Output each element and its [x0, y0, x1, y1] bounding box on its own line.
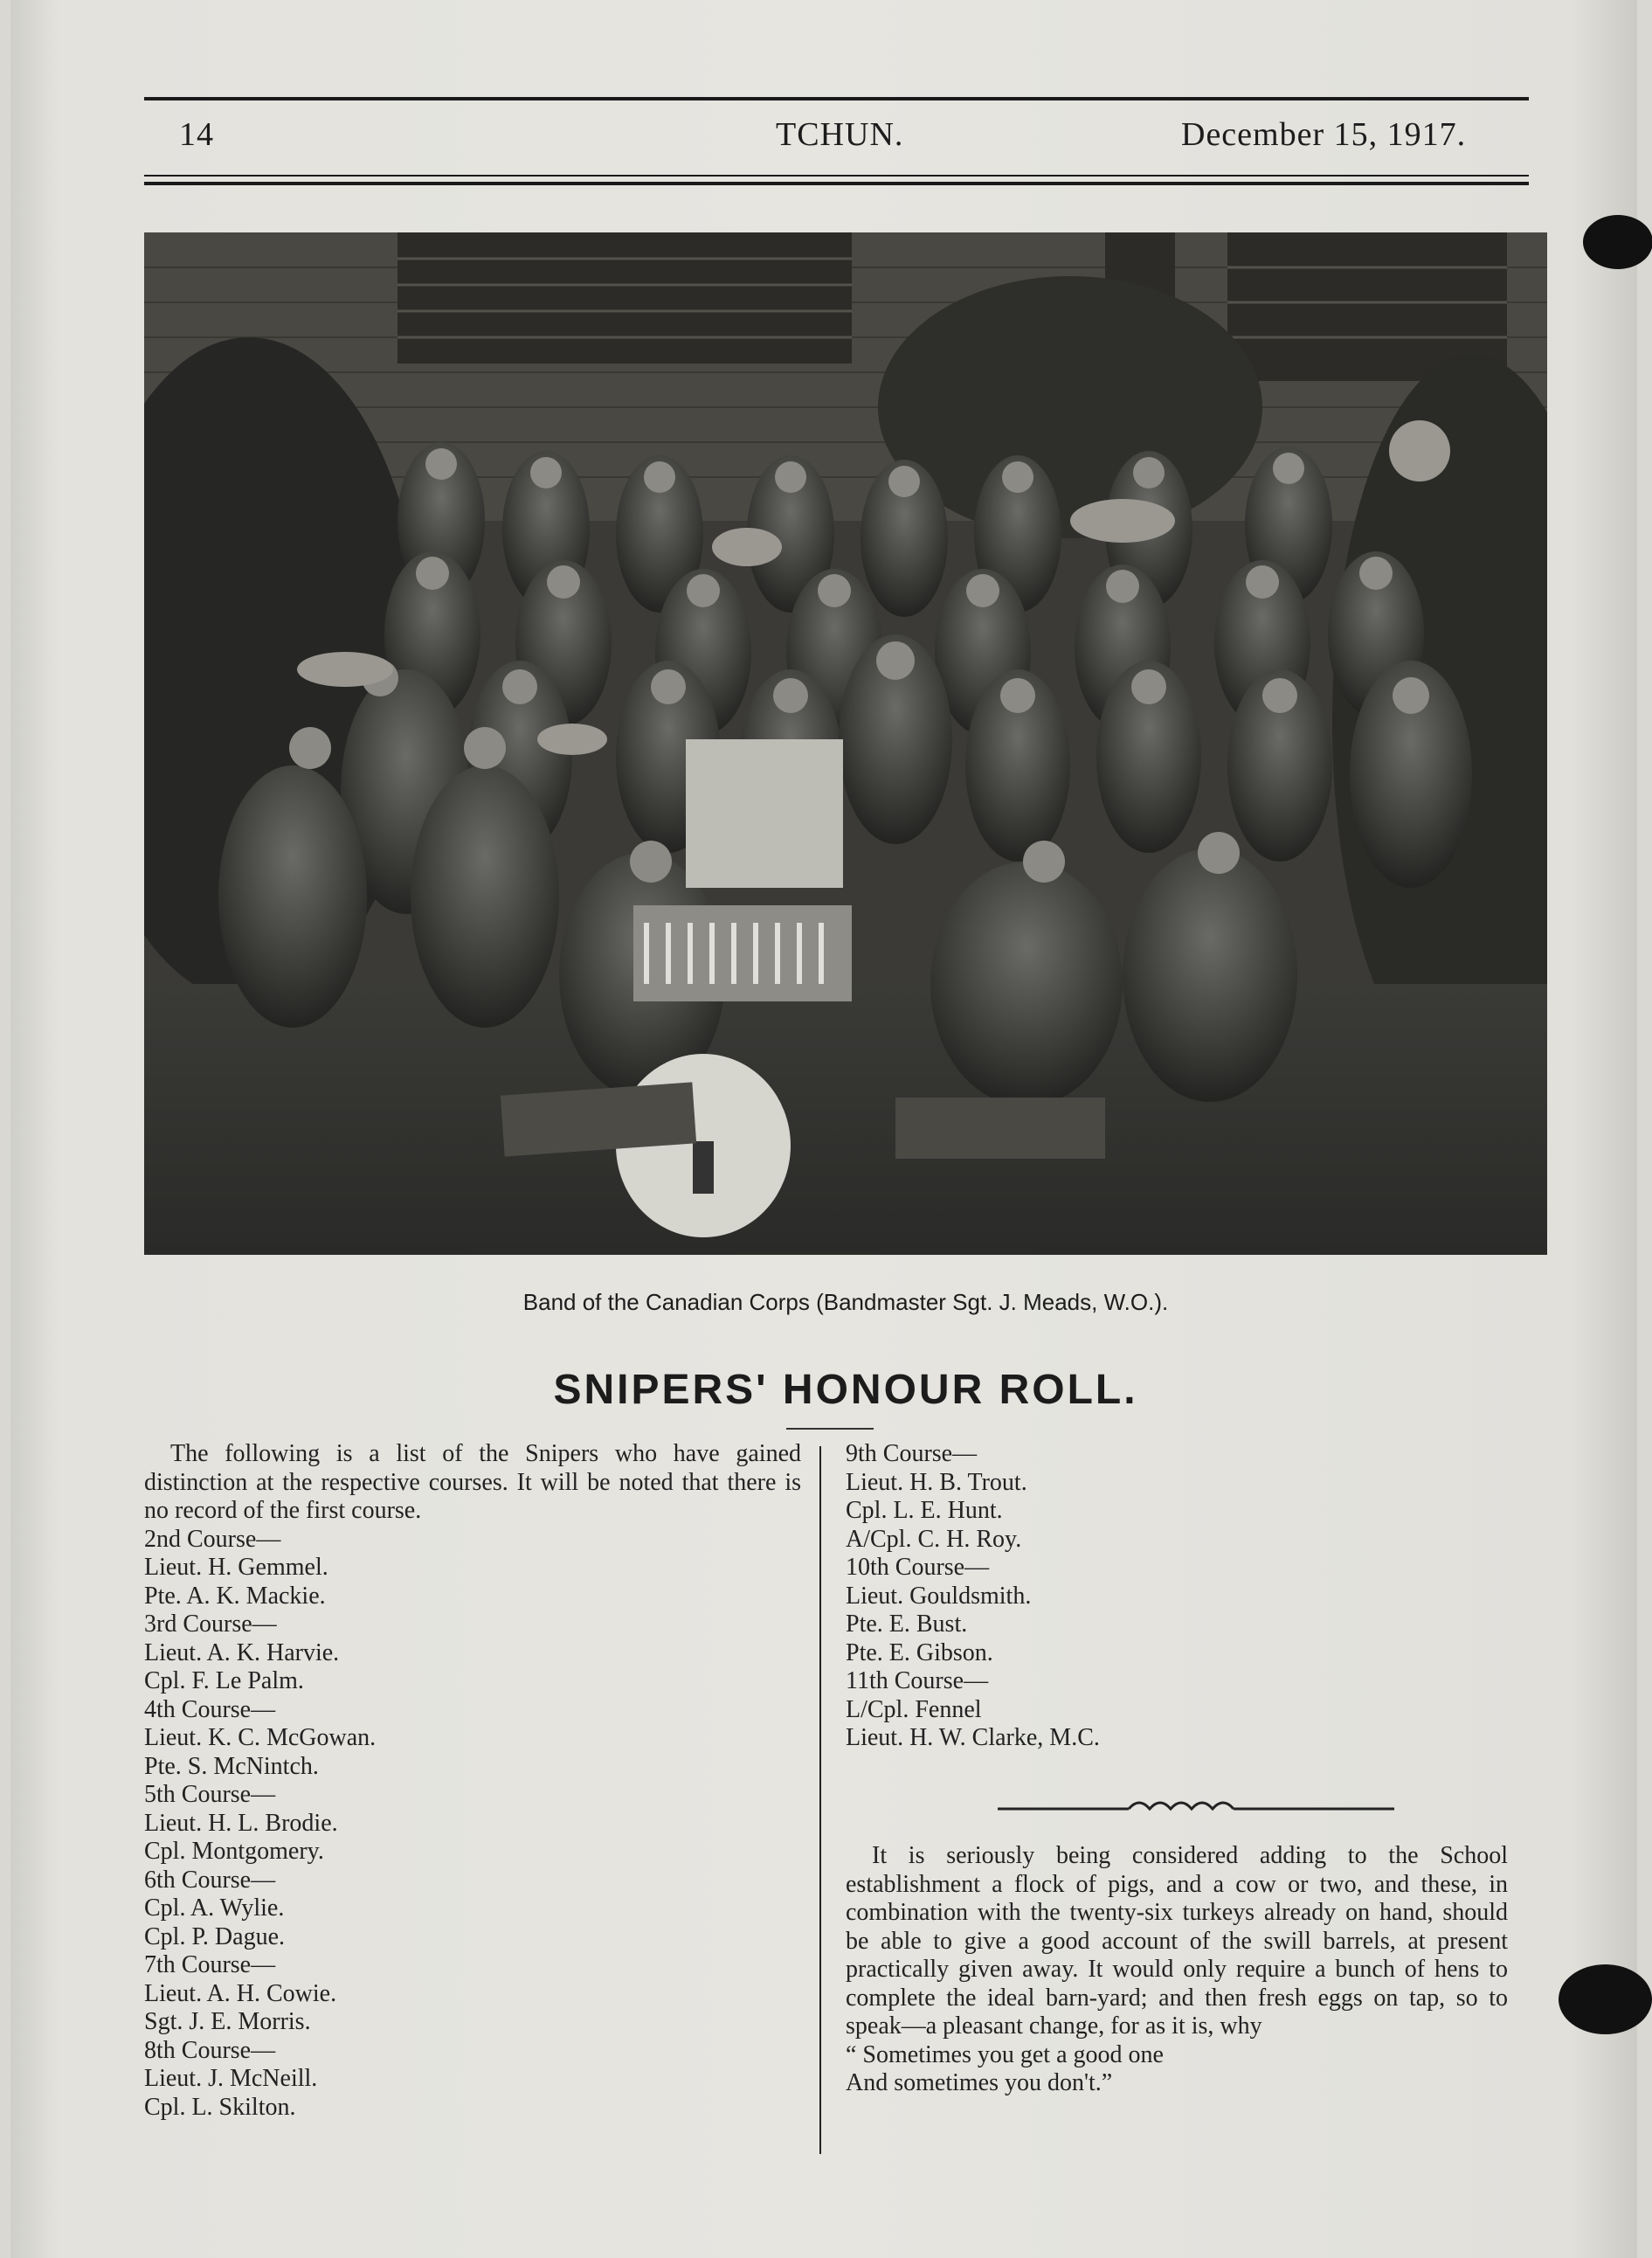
- sniper-name: Lieut. A. H. Cowie.: [144, 1979, 337, 2007]
- band-photo-illustration: [144, 232, 1547, 1255]
- sniper-name: Cpl. A. Wylie.: [144, 1894, 285, 1922]
- photo-caption: Band of the Canadian Corps (Bandmaster Sgt. J. Meads, W.O.).: [522, 1289, 1169, 1315]
- sniper-name: Cpl. L. E. Hunt.: [846, 1497, 1003, 1524]
- column-divider: [819, 1446, 821, 2154]
- sniper-name: Pte. E. Bust.: [846, 1610, 968, 1638]
- publication-title: TCHUN.: [776, 116, 904, 153]
- verse-line: “ Sometimes you get a good one: [846, 2040, 1164, 2068]
- sniper-name: Pte. E. Gibson.: [846, 1638, 993, 1666]
- sniper-name: Sgt. J. E. Morris.: [144, 2008, 311, 2035]
- course-heading: 3rd Course—: [144, 1610, 277, 1638]
- band-photograph: [144, 232, 1547, 1255]
- verse-line: And sometimes you don't.”: [846, 2069, 1113, 2096]
- course-heading: 4th Course—: [144, 1695, 276, 1723]
- note-paragraph: It is seriously being considered adding to the School establishment a flock of pigs, and a cow or two, and these, in combination with the twenty-six turkeys already on hand, should be able to give a good account of the swill barrels, at present practically given away. It would only require a bunch of hens to complete the ideal barn-yard; and then fresh eggs on tap, so to speak—a pleasant change, for as it is, why: [846, 1842, 1508, 2040]
- course-heading: 10th Course—: [846, 1554, 990, 1581]
- course-heading: 11th Course—: [846, 1667, 989, 1694]
- course-heading: 7th Course—: [144, 1951, 276, 1978]
- ornamental-separator: [998, 1791, 1394, 1818]
- sniper-name: Cpl. L. Skilton.: [144, 2093, 296, 2121]
- sniper-name: Cpl. P. Dague.: [144, 1922, 285, 1950]
- sniper-name: Lieut. Gouldsmith.: [846, 1582, 1032, 1610]
- title-underline: [786, 1428, 874, 1430]
- intro-paragraph: The following is a list of the Snipers who have gained distinction at the respective courses. It will be noted that there is no record of the first course.: [144, 1440, 801, 1524]
- note-block: [846, 1842, 1508, 2098]
- sniper-name: Pte. A. K. Mackie.: [144, 1582, 326, 1610]
- course-heading: 6th Course—: [144, 1866, 276, 1894]
- course-heading: 8th Course—: [144, 2036, 276, 2064]
- issue-date: December 15, 1917.: [1181, 116, 1467, 153]
- sniper-name: Lieut. A. K. Harvie.: [144, 1638, 340, 1666]
- binding-hole-bottom: [1559, 1964, 1652, 2034]
- sniper-name: Pte. S. McNintch.: [144, 1752, 319, 1780]
- left-column: [144, 1440, 801, 2122]
- sniper-name: Lieut. H. B. Trout.: [846, 1468, 1027, 1496]
- header-rule-top: [144, 97, 1529, 100]
- sniper-name: A/Cpl. C. H. Roy.: [846, 1525, 1022, 1553]
- header-rule-thin: [144, 175, 1529, 177]
- article-title: SNIPERS' HONOUR ROLL.: [553, 1367, 1138, 1413]
- binding-hole-top: [1583, 215, 1652, 269]
- sniper-name: Lieut. J. McNeill.: [144, 2065, 318, 2092]
- sniper-name: L/Cpl. Fennel: [846, 1695, 982, 1723]
- sniper-name: Cpl. F. Le Palm.: [144, 1667, 304, 1694]
- sniper-name: Cpl. Montgomery.: [144, 1838, 324, 1865]
- header-rule-bottom: [144, 182, 1529, 185]
- course-heading: 9th Course—: [846, 1440, 978, 1467]
- right-column: [846, 1440, 1508, 1753]
- sniper-name: Lieut. H. L. Brodie.: [144, 1809, 338, 1837]
- page-number: 14: [179, 116, 214, 153]
- sniper-name: Lieut. H. W. Clarke, M.C.: [846, 1724, 1100, 1751]
- sniper-name: Lieut. H. Gemmel.: [144, 1554, 328, 1581]
- sniper-name: Lieut. K. C. McGowan.: [144, 1724, 377, 1751]
- course-heading: 2nd Course—: [144, 1525, 281, 1553]
- course-heading: 5th Course—: [144, 1781, 276, 1808]
